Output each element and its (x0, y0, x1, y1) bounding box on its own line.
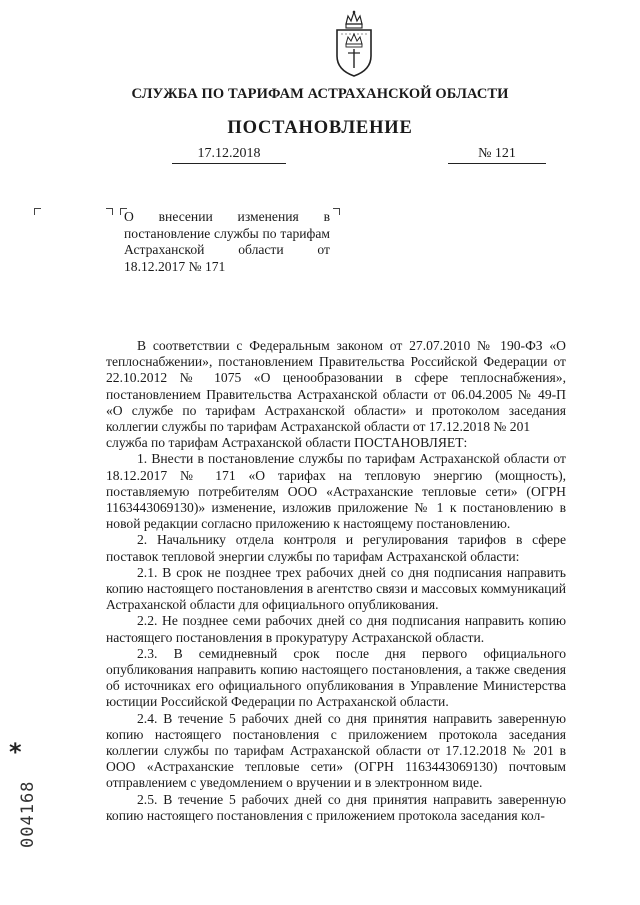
paragraph-2-4: 2.4. В течение 5 рабочих дней со дня принятия направить заверенную копию настоящего постановления с приложением протокола заседания коллегии службы по тарифам Астраханской области от 17.12.2018 № 201 в ООО «Астраханские тепловые сети» (ОГРН 1163443069130) почтовым отправлением с уведомлением о вручении и в электронном виде. (106, 710, 566, 791)
document-subject: О внесении изменения в постановление службы по тарифам Астраханской области от 18.12.2017 № 171 (124, 209, 330, 274)
margin-corner-mark (106, 208, 113, 215)
resolution-clause: служба по тарифам Астраханской области ПОСТАНОВЛЯЕТ: (106, 435, 468, 451)
paragraph-2-2: 2.2. Не позднее семи рабочих дней со дня подписания направить копию настоящего постановления в прокуратуру Астраханской области. (106, 613, 566, 645)
document-type-title: ПОСТАНОВЛЕНИЕ (227, 118, 413, 138)
coat-of-arms-icon (329, 10, 379, 78)
stamp-asterisk: * (9, 738, 22, 766)
margin-corner-mark (34, 208, 41, 215)
paragraph-1: 1. Внести в постановление службы по тарифам Астраханской области от 18.12.2017 № 171 «О тарифах на тепловую энергию (мощность), поставляемую потребителям ООО «Астраханские тепловые сети» (ОГРН 1163443069130)» изменение, изложив приложение № 1 к постановлению в новой редакции согласно приложению к настоящему постановлению. (106, 451, 566, 532)
agency-name: СЛУЖБА ПО ТАРИФАМ АСТРАХАНСКОЙ ОБЛАСТИ (131, 86, 509, 102)
document-date: 17.12.2018 (172, 146, 286, 164)
preamble-paragraph: В соответствии с Федеральным законом от 27.07.2010 № 190-ФЗ «О теплоснабжении», постановлением Правительства Российской Федерации от 22.10.2012 № 1075 «О ценообразовании в сфере теплоснабжения», постановлением Правительства Астраханской области от 06.04.2005 № 49-П «О службе по тарифам Астраханской области» и протоколом заседания коллегии службы по тарифам Астраханской области от 17.12.2018 № 201 (106, 338, 566, 435)
document-body (106, 338, 566, 824)
paragraph-2-1: 2.1. В срок не позднее трех рабочих дней со дня подписания направить копию настоящего постановления в агентство связи и массовых коммуникаций Астраханской области для официального опубликования. (106, 564, 566, 613)
paragraph-2-3: 2.3. В семидневный срок после дня первого официального опубликования направить копию настоящего постановления, а также сведения об источниках его официального опубликования в Управление Министерства юстиции Российской Федерации по Астраханской области. (106, 645, 566, 710)
paragraph-2: 2. Начальнику отдела контроля и регулирования тарифов в сфере поставок тепловой энергии службы по тарифам Астраханской области: (106, 532, 566, 564)
document-number: № 121 (448, 146, 546, 164)
paragraph-2-5: 2.5. В течение 5 рабочих дней со дня принятия направить заверенную копию настоящего постановления с приложением протокола заседания кол- (106, 791, 566, 823)
subject-corner-mark (333, 208, 340, 215)
stamp-serial-number: 004168 (18, 780, 38, 848)
